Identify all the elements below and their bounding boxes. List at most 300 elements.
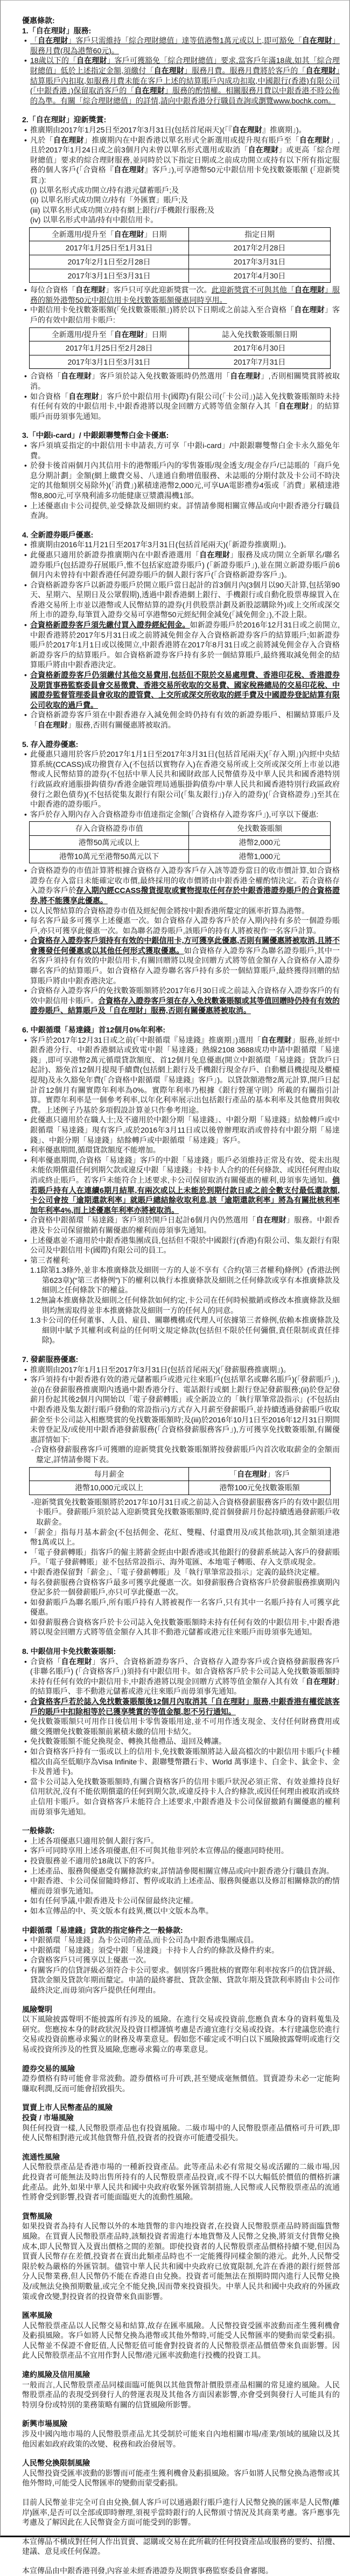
bullet-item: [22, 1255, 340, 1266]
text-run: 1.「自在理財」服務:: [22, 26, 92, 35]
paragraph: [22, 2566, 340, 2576]
text-run: 中銀香港保留對「薪金」、「電子發薪轉賬」及「執行單筆常設指示」定義的最終決定權。: [30, 1567, 324, 1576]
text-run: 2017年4月30日: [233, 271, 286, 280]
text-run: 1.1除第1.3條外,並非本推廣條款及細則一方的人並不享有《合約(第三者權利)條例》(香港法例第623章)(“第三者條例”)下的權利以執行本推廣條款及細則之任何條款或享有本推廣條款及細則之任何條款下的權益。: [30, 1266, 340, 1295]
text-run: 全新選用/提升至「自在理財」日期: [51, 330, 167, 339]
text-run: 風險聲明: [22, 2005, 52, 2014]
emphasized-term: 自在理財: [114, 165, 145, 174]
text-run: 中銀香港、卡公司保留隨時修訂、暫停或取消上述產品、服務與優惠以及修訂相關條款的酌情權而毋須事先通知。: [30, 1876, 340, 1895]
text-run: 違約風險及信用風險: [22, 2370, 90, 2379]
text-run: 於發卡後首兩個月內其信用卡的港幣賬戶內的零售簽賬/現金透支/現金存戶/已誌賬的「商戶免息分期計劃」金額(網上繳費交易、八達通自動增值服務、未誌賬的分期付款及卡公司不時決定的其他類別交易除外)(「消費」)累積達港幣2,000元,可享UA電影禮券4張或「消費」累積達港幣8,800元,可享飛利浦多功能健康豆漿濃湯機1部。: [30, 461, 340, 500]
table-cell: [189, 269, 331, 283]
bullet-item: [22, 460, 340, 500]
text-run: 匯率風險: [22, 2311, 52, 2320]
text-run: 本宣傳品不構成對任何人作出買賣、認購或交易在此所載的任何投資產品或服務的要約、招攬、建議、意見或任何保證。: [22, 2537, 340, 2556]
text-run: 免找數簽賬額: [237, 824, 283, 833]
emphasized-term: 自在理財: [113, 1006, 143, 1015]
emphasized-term: 自在理財: [232, 125, 262, 134]
bullet-item: [22, 1365, 340, 1375]
bullet-item: [22, 1846, 340, 1856]
bullet-item: [22, 1597, 340, 1617]
bullet-item: [22, 501, 340, 521]
bullet-item: [22, 305, 340, 325]
spacer: [22, 2143, 340, 2152]
spacer: [22, 2361, 340, 2370]
section-heading: [22, 530, 340, 540]
table-header-cell: [30, 227, 189, 241]
text-run: 2017年3月1日至3月31日: [67, 357, 151, 366]
terms-table: [29, 1467, 331, 1495]
spacer: [22, 1016, 340, 1025]
paragraph: [22, 2123, 340, 2143]
bullet-item: [22, 1866, 340, 1876]
text-run: 人民幣兌換限制風險: [22, 2459, 90, 2468]
terms-table: [29, 327, 331, 369]
table-cell: [189, 241, 331, 255]
text-run: -合資格發薪服務客戶可獲贈的迎新獎賞免找數簽賬額將按發薪賬戶內首次收取薪金的金額而釐定,詳情請參閱下表。: [31, 1445, 340, 1464]
text-run: (i) 以單名形式成功開立/持有港元儲蓄賬戶;及: [30, 185, 179, 194]
table-cell: [30, 341, 189, 355]
text-run: 一般條款:: [22, 1826, 55, 1835]
text-run: 投資 / 市場風險: [22, 2113, 74, 2122]
text-run: 以下風險披露聲明不能披露所有涉及的風險。在進行交易或投資前,您應負責本身的資料蒐集及研究。您應按本身的財政狀況及投資目標謹慎考慮是否適宜進行交易或投資。本行建議您於進行交易或投資前應尋求獨立的財務及專業意見。假如您不確定或不明白以下風險披露聲明或進行交易或投資所涉及的性質及風險,您應尋求獨立的專業意見。: [22, 2015, 340, 2054]
text-run: 「自在理財」客戶: [229, 1469, 290, 1478]
text-run: 如合資格客戶持有一張或以上的信用卡,免找數簽賬額將誌入最高檔次的中銀信用卡賬戶(卡種檔次由高至低順序為Visa Infinite卡、銀聯雙幣鑽石卡、World 萬事達卡、白金卡、鈦金卡、金卡及普通卡)。: [30, 1747, 340, 1776]
spacer: [22, 2202, 340, 2211]
text-run: 合資格「自在理財」客戶須於誌入免找數簽賬時仍然選用「自在理財」,否則相關獎賞將被取消。: [30, 372, 340, 390]
emphasized-term: 自在理財: [61, 1657, 93, 1666]
bullet-item: [22, 916, 340, 936]
sub-item: [22, 185, 340, 196]
emphasized-term: 自在理財: [215, 1697, 246, 1706]
table-cell: [30, 255, 189, 269]
text-run: 凡於「自在理財」推廣期內在中銀香港以單名形式全新選用或提升現有賬戶至「自在理財」,且於2017年1月24日或之前3個月內未曾以單名形式選用或取消「自在理財」或更高「綜合理財總值」要求的綜合理財服務,並同時於以下指定日期或之前成功開立或持有以下所有指定服務的個人客戶(「合資格『自在理財』客戶」),可享港幣50元中銀信用卡免找數簽賬額 (「迎新獎賞」):: [30, 135, 340, 184]
text-run: 一般而言,人民幣股票產品同樣面臨可能與以其他貨幣計價股票產品相關的常見違約風險。人民幣股票產品的表現受到發行人的營運表現及其他各方面因素影響,亦會受到與發行人可能具有的特別身份或特別的業務策略有關的信貸風險所影響。: [22, 2380, 340, 2409]
bullet-item: [22, 580, 340, 620]
text-run: -迎新獎賞免找數簽賬額將於2017年10月31日或之前誌入合資格發薪服務客戶的有效中銀信用卡賬戶。發薪賬戶須於誌入迎新獎賞免找數簽賬額時,從首個發薪月份起持續透過發薪賬戶收取薪金。: [31, 1497, 340, 1526]
spacer: [22, 2528, 340, 2537]
text-run: 推廣期由2016年11月21日至2017年3月31日(包括首尾兩天)(「新證券推廣期」)。: [30, 540, 291, 549]
spacer: [22, 2093, 340, 2103]
emphasized-term: 自在理財: [256, 1216, 286, 1225]
emphasized-term: 自在理財: [61, 372, 92, 381]
text-run: 上述產品、服務與優惠受有關條款約束,詳情請參閱相關宣傳品或向中銀香港分行職員查詢。: [30, 1866, 334, 1875]
text-run: 證券交易的風險: [22, 2064, 75, 2073]
emphasized-term: 自在理財: [36, 26, 66, 35]
text-run: 全新選用/提升至「自在理財」日期: [51, 229, 167, 239]
bullet-item: [22, 936, 340, 986]
dash-item: [22, 1497, 340, 1527]
text-run: 6. 中銀循環「易達錢」首12個月0%年利率:: [22, 1025, 166, 1035]
text-run: 此優惠只適用於在職人士;及不適用於中銀分期「易達錢」、中銀分期「易達錢」結餘轉戶或中銀循環「易達錢」現有客戶,或於2016年3月11日或以後曾辦理取消或曾持有中銀分期「易達錢」、中銀分期「易達錢」結餘轉戶或中銀循環「易達錢」客戶。: [30, 1115, 340, 1144]
emphasized-term: 自在理財: [134, 86, 165, 95]
bullet-item: [22, 710, 340, 730]
paragraph: [22, 2497, 340, 2528]
text-run: 2017年3月1日至3月31日: [67, 271, 151, 280]
bullet-item: [22, 550, 340, 580]
table-cell: [30, 835, 189, 849]
spacer: [22, 2410, 340, 2419]
text-run: 存入期內經CCASS撥貨提取或實物提取任何存於中銀香港證券賬戶的合資格證券,將不能獲享此優惠。: [30, 886, 340, 905]
bullet-item: [22, 1527, 340, 1547]
dash-item: [22, 1444, 340, 1464]
section-heading: [22, 1646, 340, 1657]
text-run: 指定日期: [244, 229, 275, 239]
bullet-item: [22, 670, 340, 710]
sub-item: [22, 215, 340, 225]
text-run: 2017年2月28日: [233, 243, 286, 253]
text-run: 合資格存入證券客戶須在存入免找數簽賬額或其等值回贈時仍持有有效的證券賬戶、結算賬戶及「自在理財」服務,否則有關優惠將被取消。: [30, 996, 340, 1015]
text-run: 客戶須填妥指定的中銀信用卡申請表,方可享「中銀i-card」/中銀銀聯雙幣白金卡永久豁免年費。: [30, 441, 340, 460]
emphasized-term: 自在理財: [38, 36, 68, 45]
paragraph: [22, 2380, 340, 2410]
text-run: 倘若賬戶持有人在連續6期月結單,有兩次或以上未能於到期付款日或之前全數支付最低還款額,卡公司會按「逾期還款利率」就賬戶總結餘收取利息,該「逾期還款利率」將為有關批核利率加年利率4%,而上述優惠年利率亦將被取消。: [30, 1175, 340, 1214]
paragraph: [22, 2014, 340, 2054]
emphasized-term: 自在理財: [36, 115, 66, 124]
text-run: 港幣1,000元: [239, 851, 281, 861]
bullet-item: [22, 620, 340, 670]
text-run: 2017年7月31日: [233, 357, 286, 366]
sub-item: [22, 205, 340, 215]
text-run: 8. 中銀信用卡免找數簽賬額:: [22, 1647, 116, 1656]
section-heading: [22, 2370, 340, 2380]
text-run: 貨幣風險: [22, 2211, 52, 2221]
paragraph: [22, 2537, 340, 2557]
text-run: 買賣上市人民幣產品的風險: [22, 2103, 113, 2112]
bullet-item: [22, 809, 340, 820]
text-run: 此迎新獎賞不可與其他「自在理財」服務的額外港幣50元中銀信用卡免找數簽賬額優惠同時享用。: [30, 285, 340, 304]
terms-table: [29, 227, 331, 283]
bullet-item: [22, 1657, 340, 1697]
text-run: 合資格客戶只可獲享以上優惠一次。: [30, 1956, 151, 1965]
table-cell: [30, 241, 189, 255]
text-run: 2017年1月25日至2月28日: [65, 344, 153, 353]
table-cell: [30, 269, 189, 283]
bullet-item: [22, 1235, 340, 1255]
text-run: 合資格存入證券客戶須持有有效的中銀信用卡,方可獲享此優惠,否則有關優惠將被取消,且將不會獲發任何優惠或以其他任何形式獲取優惠。: [30, 936, 340, 955]
table-cell: [30, 849, 189, 863]
paragraph: [22, 2468, 340, 2488]
text-run: 「自在理財」客戶只需維持「綜合理財總值」達等值港幣1萬元或以上,即可豁免「自在理財」服務月費(現為港幣60元)。: [30, 36, 340, 55]
text-run: 中銀循環「易達錢」須受中銀「易達錢」卡持卡人合約的條款及條件約束。: [30, 1945, 279, 1954]
section-heading: [22, 16, 340, 26]
text-run: 涉及中國內地市場的人民幣股票產品尤其受制於可能來自內地相關市場/產業/領域的風險以及其他因素如政府政策的改變、稅務和政治發展等。: [22, 2430, 340, 2448]
table-cell: [189, 835, 331, 849]
text-run: 第三者權利:: [30, 1255, 70, 1265]
text-run: 7. 發薪服務優惠:: [22, 1355, 79, 1364]
bullet-item: [22, 1547, 340, 1567]
emphasized-term: 自在理財: [248, 145, 279, 155]
bullet-item: [22, 540, 340, 550]
text-run: 投資服務並不適用於18歲以下的客戶。: [30, 1856, 159, 1865]
table-header-cell: [189, 327, 331, 341]
text-run: 2017年3月31日: [233, 257, 286, 267]
text-run: 2017年2月1日至2月28日: [67, 257, 151, 267]
spacer: [22, 1345, 340, 1355]
spacer: [22, 2488, 340, 2497]
text-run: 當卡公司誌入免找數簽賬額時,有關合資格客戶的信用卡賬戶狀況必須正常、有效並維持良好信用狀況,沒有不能依期償還的任何到期欠款,或違反持卡人合約條款,或因任何理由被取消或終止信用卡賬戶。如合資格客戶未能符合上述要求,中銀香港及卡公司保留撤銷有關優惠的權利而毋須事先通知。: [30, 1777, 340, 1816]
text-run: 人民幣股票產品是香港市場的一種新投資產品。此等產品未必有常規交易或活躍的二級市場,因此投資者可能無法及時出售所持有的人民幣股票產品投資,或不得不以大幅低於價值的價格折讓此產品。此外,如果中華人民共和國中央政府收緊外匯管制措施,人民幣或人民幣股票產品的流通性將會受到影響,投資者可能面臨更大的流動性風險。: [22, 2162, 340, 2202]
text-run: 如有任何爭議,中銀香港及卡公司保留最終決定權。: [30, 1896, 198, 1905]
text-run: 客戶須持有中銀香港有效的港元儲蓄賬戶或港元往來賬戶(包括單名或聯名賬戶)(「發薪賬戶」),並(i)在發薪服務推廣期內透過中銀香港分行、電話銀行或網上銀行登記發薪服務;(ii)於登記發薪月份起其後2個月內開始以「電子發薪轉賬」或全新設立的「執行單筆常設指示」(不包括由中銀香港及集友銀行賬戶發動的常設指示)方式存入月薪至發薪賬戶,並持續透過發薪賬戶收取薪金至卡公司誌入相應獎賞的免找數簽賬額時;及(iii)於2016年10月1日至2016年12月31日期間未曾登記及/或使用中銀香港發薪服務(「合資格發薪服務客戶」),方可獲享免找數簽賬額,有關優惠詳情如下:: [30, 1375, 340, 1444]
paragraph: [22, 2321, 340, 2361]
text-run: 每位合資格「自在理財」客戶只可享此迎新獎賞一次。: [30, 285, 212, 295]
bullet-item: [22, 749, 340, 809]
text-run: 如果投資者為持有人民幣以外的本地貨幣的非內地投資者,在投資人民幣股票產品時將面臨貨幣風險。在買賣人民幣股票產品時,該類投資者需進行本地貨幣及人民幣之兌換,將須支付貨幣兌換成本,即人民幣買入及賣出價格之間的差額。即使投資者的人民幣股票產品價格持續不變,但因為買賣人民幣存在差價,投資者在賣出此類產品時也不一定能獲得同樣金額的港元。此外,人民幣受限於較為嚴格的外匯管制。儘管中華人民共和國中央政府已放寬限制,允許在香港的銀行經營部分人民幣業務,但人民幣仍不能在香港自由兌換。投資者可能無法在預期時間內進行人民幣兌換及/或無法兌換預期數量,或完全不能兌換,因而帶來投資損失。中華人民共和國中央政府的外匯政策或會改變,對投資者的投資帶來負面影響。: [22, 2222, 340, 2301]
spacer: [22, 421, 340, 430]
text-run: 3.「中銀i-card」/ 中銀銀聯雙幣白金卡優惠:: [22, 431, 169, 440]
bullet-item: [22, 1697, 340, 1716]
text-run: 新興市場風險: [22, 2419, 67, 2428]
emphasized-term: 自在理財: [76, 56, 107, 65]
text-run: 推廣期由2017年1月1日至2017年3月31日(包括首尾兩天)(「發薪服務推廣期」)。: [30, 1365, 291, 1374]
text-run: 與任何投資一樣,人民幣股票產品也有投資風險。二級市場中的人民幣股票產品價格可升可跌,即使人民幣相對港元或其他貨幣升值,投資者的投資亦可能遭受損失。: [22, 2123, 340, 2142]
section-heading: [22, 1925, 340, 1936]
emphasized-term: 自在理財: [114, 330, 144, 339]
text-run: 1.2無論本推廣條款及細則之任何條款如何約定,卡公司在任何時候撤銷或修改本推廣條款及細則均無需取得並非本推廣條款及細則一方的任何人的同意。: [30, 1296, 340, 1315]
text-run: 中銀循環「易達錢」為卡公司的產品,而卡公司為中銀香港集團成員。: [30, 1936, 258, 1945]
sub-item: [22, 195, 340, 205]
text-run: 中銀循環「易達錢」貸款的指定條件之一般條款:: [22, 1925, 183, 1935]
text-run: 如本宣傳品的中、英文版本有歧異,概以中文版本為準。: [30, 1906, 213, 1915]
bullet-item: [22, 1906, 340, 1916]
spacer: [22, 1916, 340, 1925]
spacer: [22, 106, 340, 115]
text-run: 本宣傳品由中銀香港刊發,內容並未經香港證券及期貨事務監察委員會審閱。: [22, 2566, 273, 2575]
text-run: 此優惠只適用於新證券推廣期內在中銀香港選用「自在理財」服務及成功開立全新單名/聯名證券賬戶(包括證券孖展賬戶,惟不包括家庭證券賬戶) (「新證券賬戶」),並在開立新證券賬戶前6個月內未曾持有中銀香港任何證券賬戶的個人銀行客戶(「合資格新證券客戶」)。: [30, 550, 340, 580]
text-run: 流通性風險: [22, 2152, 60, 2161]
emphasized-term: 自在理財: [68, 392, 100, 401]
text-run: 2017年6月30日: [233, 344, 286, 353]
text-run: 誌入免找數簽賬額日期: [222, 330, 298, 339]
table-cell: [30, 355, 189, 369]
emphasized-term: 自在理財: [278, 402, 310, 411]
text-run: 2.「自在理財」迎新獎賞:: [22, 115, 107, 124]
table-header-cell: [189, 822, 331, 836]
table-header-cell: [30, 327, 189, 341]
text-run: 合資格新證券客戶須先繳付買入證券經紀佣金。: [30, 620, 190, 630]
text-run: 合資格新證券客戶須在中銀香港存入減免佣金時仍持有有效的新證券賬戶、相關結算賬戶及「自在理財」服務,否則有關優惠將被取消。: [30, 710, 340, 729]
text-run: 推廣期由2017年1月25日至2017年3月31日(包括首尾兩天)(「『自在理財』推廣期」)。: [30, 125, 306, 134]
bullet-item: [22, 1145, 340, 1155]
section-heading: [22, 1025, 340, 1035]
bullet-item: [22, 125, 340, 135]
text-run: 港幣50萬元或以上: [78, 837, 140, 847]
emphasized-term: 自在理財: [261, 1035, 292, 1044]
section-heading: [22, 2458, 340, 2468]
text-run: 免找數簽賬額只可用作日後信用卡零售簽賬用途,並不可用作透支現金、支付任何財務費用或繳交獲贈免找數簽賬額前累積未繳的信用卡結欠。: [30, 1717, 340, 1736]
text-run: 優惠條款:: [22, 16, 55, 25]
section-heading: [22, 2064, 340, 2074]
bullet-item: [22, 865, 340, 905]
text-run: 客戶於2017年12月31日或之前(「中銀循環『易達錢』推廣期」)選用「自在理財」服務,並經中銀香港分行、中銀香港網站或致電中銀「易達錢」熱線2108 3688成功申請中銀循環「易達錢」,即可享港幣2萬元循環貸款額度、首12個月免息優惠(開立中銀循環「易達錢」貸款戶日起計)、豁免首12個月提現手續費(包括網上銀行及手機銀行現金存戶、自動櫃員機提現及櫃檯提現)及永久豁免年費(「合資格中銀循環『易達錢』客戶」)。以貸款額港幣2萬元計算,開戶日起計首12個月有關實際年利率為0%。實際年利率乃根據《銀行營運守則》所載的有關指引計算。實際年利率是一個參考利率,以年化利率展示出包括銀行產品的基本利率及其他費用與收費。上述例子乃基於多項假設計算並只作參考用途。: [30, 1035, 340, 1114]
paragraph: [22, 2221, 340, 2301]
text-run: (iii) 以單名形式成功開立/持有網上銀行/手機銀行服務;及: [30, 205, 215, 214]
spacer: [22, 2055, 340, 2064]
spacer: [22, 1995, 340, 2005]
section-heading: [22, 739, 340, 750]
bullet-item: [22, 1035, 340, 1115]
emphasized-term: 自在理財: [75, 285, 106, 295]
emphasized-term: 自在理財: [294, 285, 325, 295]
bullet-item: [22, 1935, 340, 1945]
bullet-item: [22, 285, 340, 305]
emphasized-term: 自在理財: [38, 721, 68, 729]
text-run: 如發薪賬戶為聯名賬戶,所有賬戶持有人將被視作一名客戶,只有其中一名賬戶持有人可獲享此優惠。: [30, 1597, 340, 1617]
table-cell: [30, 1481, 189, 1495]
text-run: 合資格證券的市值計算將根據合資格存入證券客戶存入該等證券當日的收市價計算,如合資格證券在存入當日未能確定收市價,最終採用的收市價將由中銀香港全權酌情決定。若合資格存入證券客戶於: [30, 866, 340, 895]
numbered-clause: [22, 1315, 340, 1345]
emphasized-term: 自在理財: [237, 1469, 268, 1478]
section-heading: [22, 2113, 340, 2123]
table-cell: [189, 849, 331, 863]
text-run: 1.3卡公司的任何董事、人員、雇員、關聯機構或代理人可依據第三者條例,依賴本推廣條款及細則中賦予其權利或利益的任何明文規定條款(包括但不限於任何彌償,責任限制或責任排除)。: [30, 1316, 340, 1345]
text-run: 上述各項優惠只適用於個人銀行客戶。: [30, 1836, 158, 1845]
table-cell: [189, 341, 331, 355]
section-heading: [22, 2152, 340, 2162]
text-run: 以人民幣結算的合資格證券市值及經紀佣金將按中銀香港所釐定的匯率折算為港幣。: [30, 906, 309, 915]
section-heading: [22, 2103, 340, 2113]
emphasized-term: 自在理財: [305, 1677, 337, 1686]
emphasized-term: 自在理財: [199, 550, 230, 559]
emphasized-term: 自在理財: [305, 66, 337, 75]
text-run: 如合資格存入證券客戶為聯名證券賬戶,其中一名客戶須持有有效的中銀信用卡,有關回贈將以現金回贈方式將等值金額存入合資格存入證券聯名客戶的結算賬戶。如合資格存入證券聯名客戶持有多於一個結算賬戶,最終獲得回贈的結算賬戶將由中銀香港決定。: [30, 946, 340, 985]
numbered-clause: [22, 1295, 340, 1315]
table-cell: [189, 1481, 331, 1495]
bullet-item: [22, 1567, 340, 1577]
section-heading: [22, 2005, 340, 2015]
spacer: [22, 2301, 340, 2310]
emphasized-term: 自在理財: [153, 66, 184, 75]
bullet-item: [22, 1215, 340, 1235]
spacer: [22, 2449, 340, 2458]
bullet-item: [22, 1374, 340, 1444]
spacer: [22, 1637, 340, 1646]
text-run: 港幣10萬元至港幣50萬元以下: [59, 851, 159, 861]
text-run: 18歲以下的「自在理財」客戶可獲豁免「綜合理財總值」要求,當客戶年滿18歲,如其「綜合理財總值」低於上述指定金額,須繳付「自在理財」服務月費。服務月費將於客戶的「自在理財」結算賬戶內扣取,如服務月費未能在客戶上述的結算賬戶內成功扣取,中國銀行(香港)有限公司(「中銀香港」)保留取消客戶的「自在理財」服務的酌情權。相關服務月費以中銀香港不時公佈的為準。有關「綜合理財總值」的詳情,請向中銀香港分行職員查詢或瀏覽www.bochk.com。: [30, 56, 340, 105]
text-run: 5. 存入證券優惠:: [22, 739, 79, 749]
text-run: (iv) 以單名形式申請/持有中銀信用卡。: [30, 215, 158, 225]
text-run: 2017年1月25日至1月31日: [65, 243, 153, 253]
text-run: 客戶可同時享用上述各項優惠,但不可與其他非列於本宣傳品的優惠同時使用。: [30, 1846, 289, 1855]
bullet-item: [22, 1716, 340, 1736]
text-run: 合資格存入證券客戶的免找數簽賬額將於2017年6月30日或之前誌入合資格存入證券客戶的有效中銀信用卡賬戶。: [30, 986, 340, 1005]
text-run: 合資格「自在理財」客戶、合資格新證券客戶、合資格存入證券客戶或合資格發薪服務客戶(非聯名賬戶) (「合資格客戶」)須持有中銀信用卡。如合資格客戶於卡公司誌入免找數簽賬額時未持有任何有效的中銀信用卡,中銀香港將以現金回贈方式將等值金額存入其有效「自在理財」的結算賬戶、非不動港元儲蓄或港元往來賬戶而毋須事先通知。: [30, 1657, 340, 1696]
section-heading: [22, 2211, 340, 2222]
text-run: 有關客戶的信貸評級必須符合卡公司要求。個別客戶獲批核的實際年利率按客戶的信貸評級、貸款金額及貸款年期而釐定。申請的最終審批、貸款金額、貸款年期及貸款利率將由卡公司作最終決定,而毋須向客戶提供任何理由。: [30, 1965, 340, 1995]
emphasized-term: 自在理財: [114, 229, 144, 239]
emphasized-term: 自在理財: [53, 135, 84, 144]
bullet-item: [22, 1955, 340, 1965]
bullet-item: [22, 1965, 340, 1995]
section-heading: [22, 2419, 340, 2429]
spacer: [22, 730, 340, 739]
bullet-item: [22, 441, 340, 460]
table-header-cell: [30, 1467, 189, 1481]
text-run: 免找數簽賬額不能兌換現金、轉換其他禮品、退回及轉讓。: [30, 1737, 226, 1746]
section-heading: [22, 430, 340, 441]
text-run: 如合資格「自在理財」客戶於中銀信用卡(國際)有限公司(「卡公司」)誌入免找數簽賬額時未持有任何有效的中銀信用卡,中銀香港將以現金回贈方式將等值金額存入其「自在理財」的結算賬戶而毋須事先通知。: [30, 392, 340, 421]
text-run: 合資格中銀循環「易達錢」客戶須於開戶日起計6個月內仍然選用「自在理財」服務。中銀香港及卡公司保留撤銷有關優惠的權利而毋須事先通知。: [30, 1216, 340, 1234]
text-run: (ii) 以單名形式成功開立/持有「外匯寶」賬戶;及: [30, 196, 188, 205]
paragraph: [22, 2162, 340, 2202]
table-header-cell: [189, 1467, 331, 1481]
paragraph: [22, 2429, 340, 2449]
bullet-item: [22, 1777, 340, 1817]
bullet-item: [22, 1945, 340, 1956]
text-run: 利率優惠期間,循環貸款額度不能增加。: [30, 1146, 160, 1155]
text-run: 合資格客戶若於誌入免找數簽賬額後12個月內取消其「自在理財」服務,中銀香港有權從該客戶的賬戶中扣除相等於已獲享獎賞的等值金額,恕不另行通知。: [30, 1697, 340, 1716]
section-heading: [22, 1826, 340, 1836]
text-run: 上述優惠並不適用於中銀香港集團成員,包括但不限於中國銀行(香港)有限公司、集友銀行有限公司及中銀信用卡(國際)有限公司的員工。: [30, 1235, 340, 1255]
bullet-item: [22, 1577, 340, 1597]
paragraph: [22, 2074, 340, 2093]
text-run: 中銀信用卡免找數簽賬額(「免找數簽賬額」)將於以下日期或之前誌入至合資格「自在理財」客戶的有效中銀信用卡賬戶:: [30, 305, 340, 325]
text-run: 港幣2,000元: [239, 837, 281, 847]
bullet-item: [22, 1155, 340, 1216]
emphasized-term: 自在理財: [299, 135, 330, 144]
bullet-item: [22, 371, 340, 391]
section-heading: [22, 1355, 340, 1365]
text-run: 上述優惠由卡公司提供,並受條款及細則約束。詳情請參閱相關宣傳品或向中銀香港分行職員查詢。: [30, 501, 340, 520]
table-header-cell: [30, 822, 189, 836]
section-heading: [22, 2310, 340, 2321]
text-run: 每名發薪服務合資格客戶最多可獲享此優惠一次。如發薪服務合資格客戶於發薪服務推廣期內登記多於一個發薪賬戶,亦只可享此優惠一次。: [30, 1577, 340, 1597]
emphasized-term: 自在理財: [302, 36, 333, 45]
spacer: [22, 2557, 340, 2566]
text-run: 目前人民幣並非完全可自由兌換,個人客戶可以通過銀行賬戶進行人民幣兌換的匯率是人民幣(離岸)匯率,是否可以全部或即時辦理,須視乎當時銀行的人民幣頭寸情況及其商業考慮。客戶應事先考慮及了解因此在人民幣資金方面可能受到的影響。: [22, 2498, 340, 2527]
bullet-item: [22, 1836, 340, 1846]
section-heading: [22, 115, 340, 125]
section-heading: [22, 26, 340, 36]
text-run: 「薪金」指每月基本薪金(不包括佣金、花紅、雙糧、付還費用及/或其他款項),其金額須達港幣1萬或以上。: [30, 1527, 340, 1547]
text-run: 每月薪金: [94, 1469, 124, 1478]
emphasized-term: 自在理財: [230, 372, 261, 381]
emphasized-term: 自在理財: [294, 305, 325, 315]
text-run: 港幣10,000元或以上: [75, 1483, 144, 1492]
bullet-item: [22, 392, 340, 422]
spacer: [22, 1817, 340, 1826]
text-run: 每名客戶最多可獲享上述優惠一次。如合資格存入證券客戶於存入期內持有多於一個證券賬戶,亦只可獲享此優惠一次。如為聯名證券賬戶,該賬戶的持有人將被視作一名客戶計算。: [30, 916, 340, 935]
text-run: 存入合資格證券市值: [75, 824, 143, 833]
text-run: 「電子發薪轉賬」指客戶的僱主將薪金經由中銀香港或其他銀行的發薪系統誌入客戶的發薪賬戶。「電子發薪轉賬」並不包括常設指示、海外電匯、本地電子轉賬、存入支票或現金。: [30, 1547, 340, 1567]
bullet-item: [22, 1736, 340, 1747]
text-run: 人民幣投資受匯率波動的影響而可能產生獲利機會及虧損風險。客戶如將人民幣兌換為港幣或其他外幣時,可能受人民幣匯率的變動而蒙受虧損。: [22, 2468, 340, 2488]
bullet-item: [22, 906, 340, 916]
numbered-clause: [22, 1265, 340, 1295]
text-run: 證券價格有時可能會非常波動。證券價格可升可跌,甚至變成毫無價值。買賣證券未必一定能夠賺取利潤,反而可能會招致損失。: [22, 2074, 340, 2093]
table-header-cell: [189, 227, 331, 241]
bullet-item: [22, 1747, 340, 1777]
text-run: 客戶於存入期內存入合資格證券市值達指定金額(「合資格存入證券客戶」),可享以下優惠:: [30, 809, 319, 819]
bullet-item: [22, 1617, 340, 1637]
bullet-item: [22, 135, 340, 185]
bullet-item: [22, 55, 340, 106]
table-cell: [189, 355, 331, 369]
text-run: 利率優惠期間,合資格「易達錢」客戶的中銀「易達錢」賬戶必須維持正常及有效、從未出現未能依期償還任何到期欠款或違反中銀「易達錢」卡持卡人合約的任何條款、或因任何理由取消或終止賬戶。若客戶未能符合上述要求,卡公司保留取消有關優惠的權利,毋須事先通知。: [30, 1155, 340, 1184]
text-run: 港幣100元免找數簽賬額: [219, 1483, 300, 1492]
text-run: 4. 全新證券賬戶優惠:: [22, 530, 94, 539]
text-run: 如發薪服務合資格客戶於卡公司誌入免找數簽賬額時未持有任何有效的中銀信用卡,中銀香港將以現金回贈方式將等值金額存入其非不動港元儲蓄或港元往來賬戶而毋須事先通知。: [30, 1617, 340, 1637]
text-run: 合資格新證券客戶仍須繳付其他交易費用,包括但不限於交易處理費、香港印花稅、香港證券及期貨事務監察委員會交易徵費、香港交易所收取的交易費、國家稅務總局的交易印花稅、中國證券監督管理委員會收取的證管費、上交所或深交所收取的經手費及中國證券登記結算有限公司收取的過戶費。: [30, 671, 340, 709]
spacer: [22, 521, 340, 530]
text-run: 人民幣股票產品以人民幣交易和結算,故存在匯率風險。人民幣投資受匯率波動而產生獲利機會及虧損風險。客戶如將人民幣兌換為港幣或其他外幣時,可能受人民幣匯率的變動而蒙受虧損。人民幣並不保證不會貶值,人民幣貶值可能會對投資者的人民幣股票產品價值帶來負面影響。因此人民幣股票產品不宜用作對人民幣/港元匯率波動進行投機的投資工具。: [22, 2321, 340, 2360]
text-run: 合資格新證券客戶以新證券賬戶於開立賬戶當日起計的首3個月內(3個月以90天計算,包括第90天、星期六、星期日及公眾假期),透過中銀香港網上銀行、手機銀行或自動化股票專線買入在香港交易所上市並以港幣或人民幣結算的證券(月供股票計劃及新股認購除外)或上交所或深交所上市的證券,每筆買入證券交易可享港幣50元經紀佣金減免(「減免佣金」),不設上限。: [30, 580, 340, 619]
bullet-item: [22, 1115, 340, 1145]
bullet-item: [22, 1876, 340, 1896]
terms-table: [29, 821, 331, 863]
bullet-item: [22, 1896, 340, 1906]
